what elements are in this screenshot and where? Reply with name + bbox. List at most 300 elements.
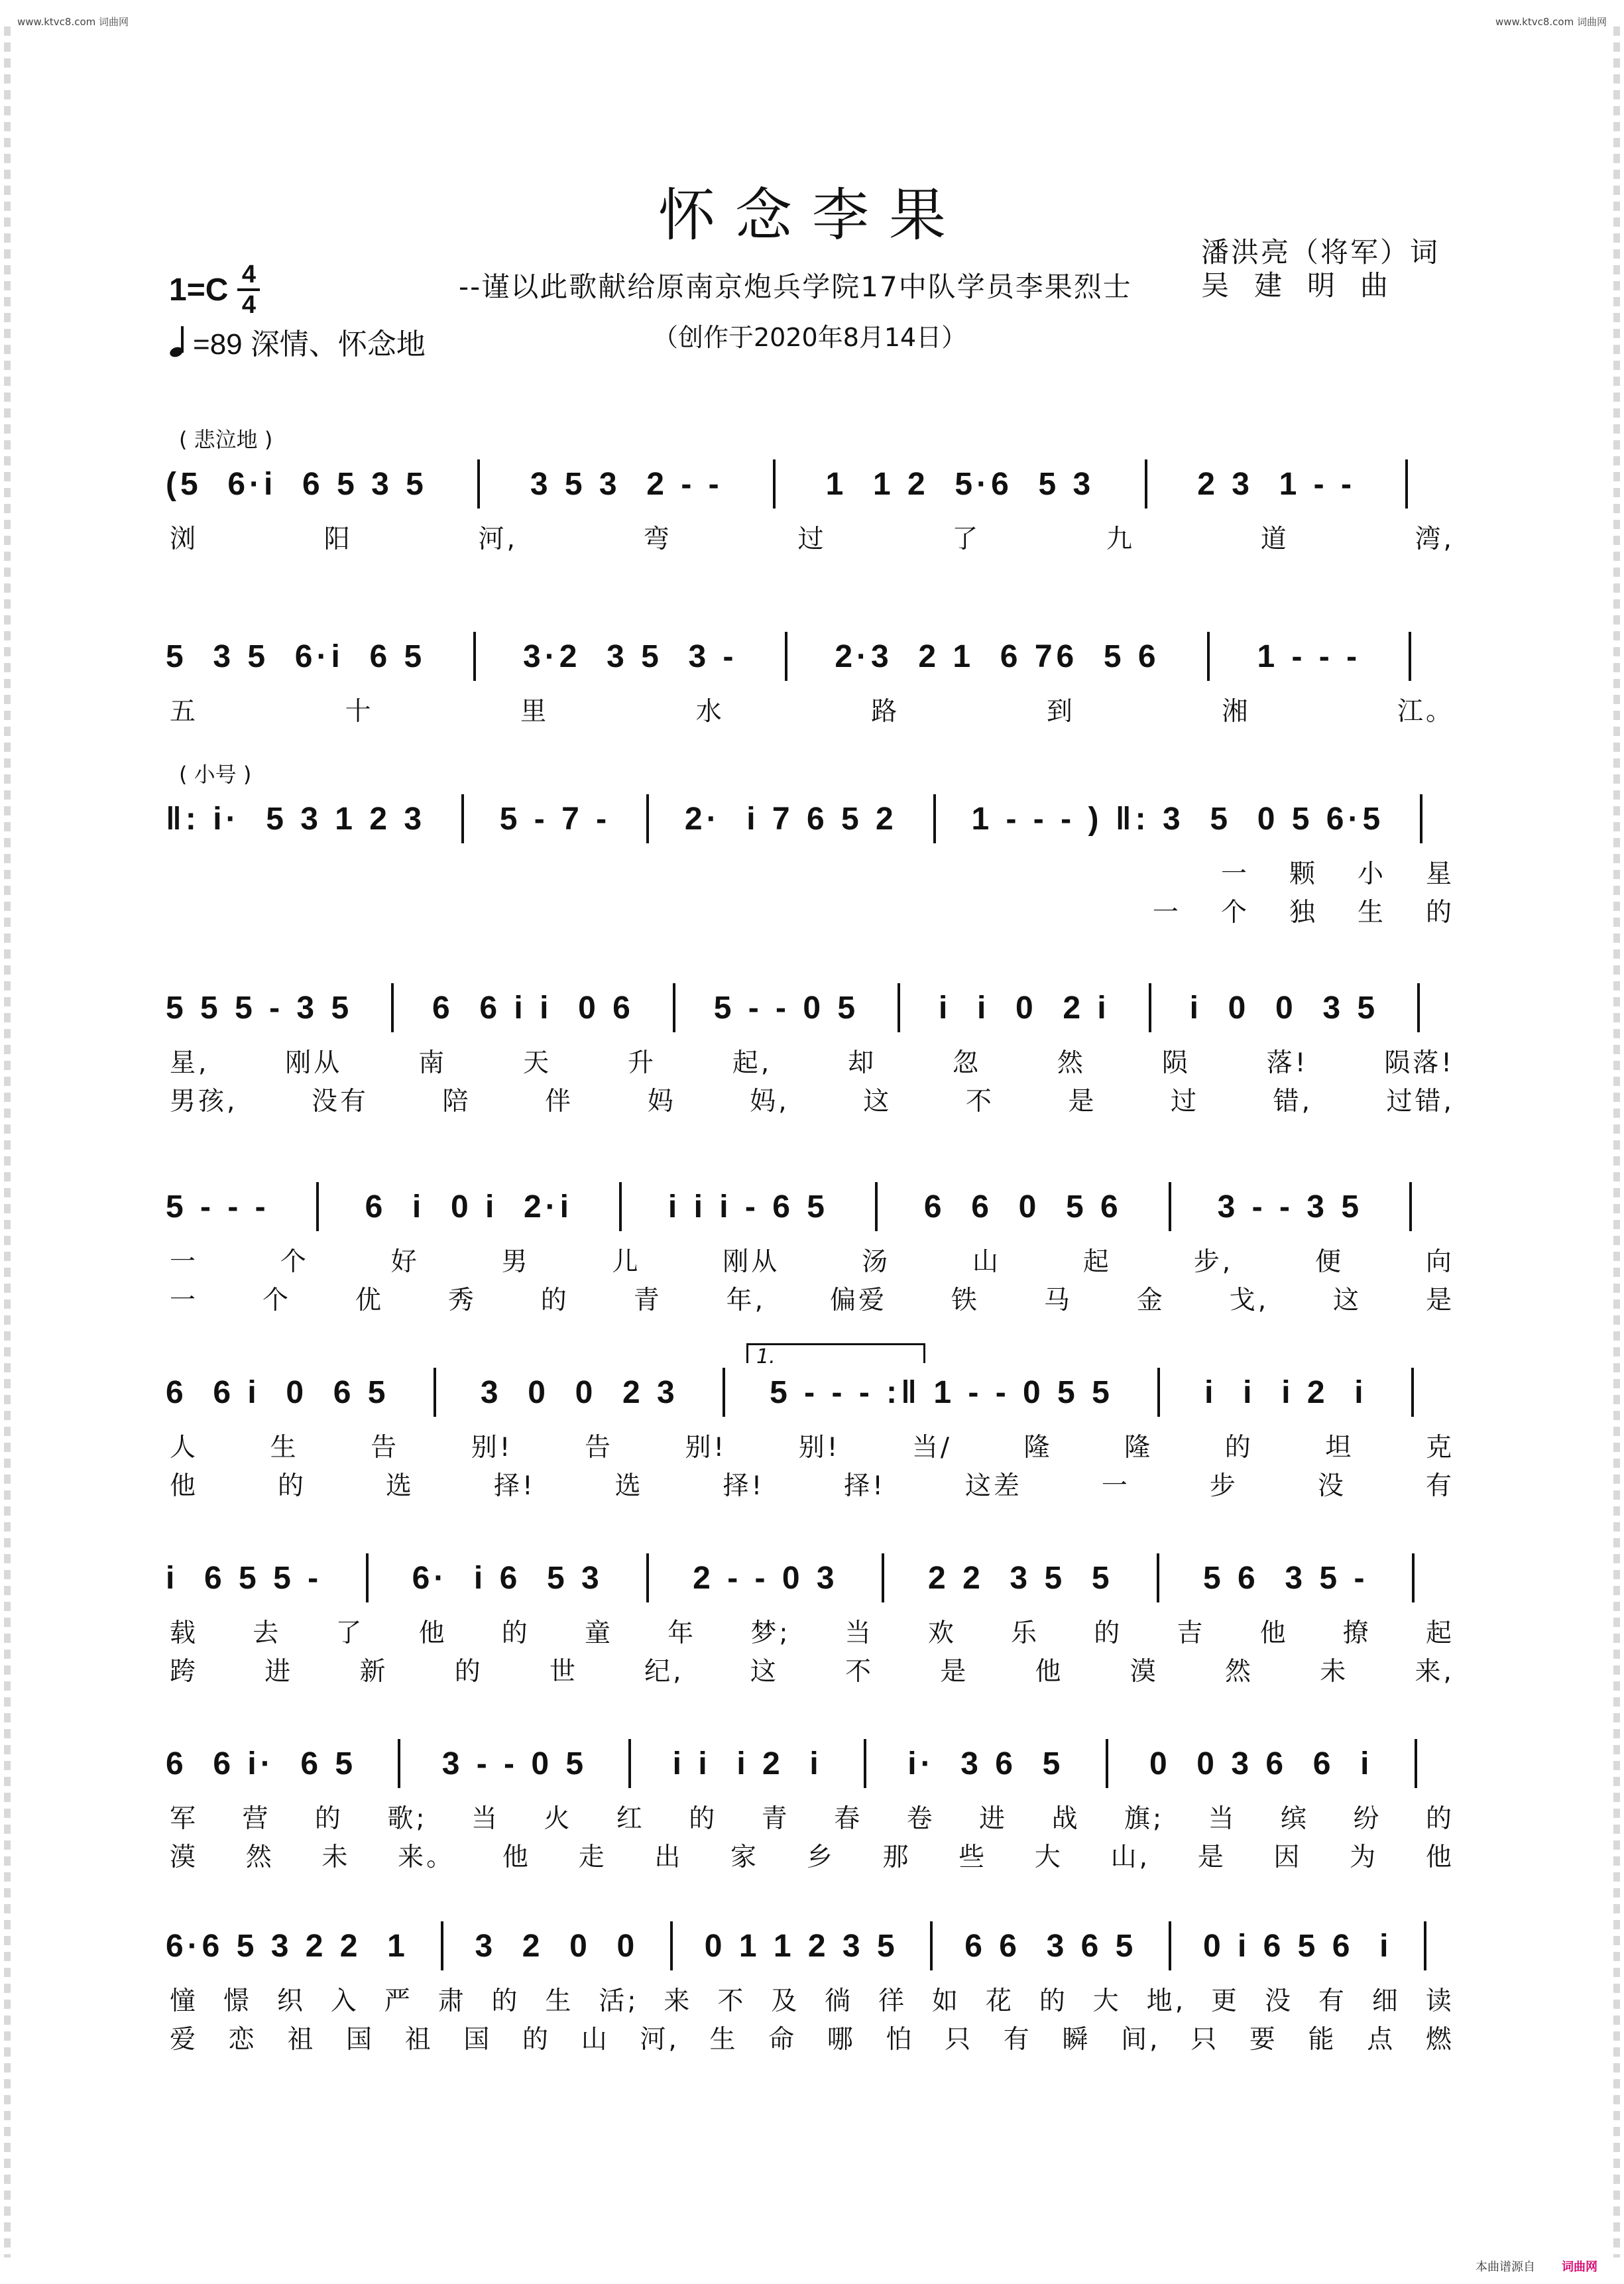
bar-line [1420, 794, 1422, 843]
lyric-syllable: 青 [633, 1286, 662, 1315]
lyric-syllable: 那 [882, 1842, 911, 1872]
bar-line [882, 1553, 884, 1602]
lyric-syllable: 一 [1220, 859, 1249, 889]
measure: 2·3 2 1 6 76 5 6 [835, 638, 1160, 674]
lyric-line-2 [166, 1465, 1458, 1502]
time-top: 4 [241, 261, 256, 288]
bar-line [1207, 632, 1210, 681]
lyric-syllable: 细 [1371, 1986, 1401, 2016]
score-system [166, 636, 1458, 796]
measure: 5 6 3 5 - [1203, 1560, 1369, 1596]
lyric-syllable: 了 [952, 524, 981, 554]
lyric-syllable: 道 [1260, 524, 1289, 554]
lyric-syllable: 一 [170, 1286, 199, 1315]
lyric-syllable: 火 [544, 1804, 573, 1834]
lyric-syllable: 落! [1266, 1048, 1308, 1078]
lyric-syllable: 不 [845, 1657, 874, 1687]
measure: 5 - - - :‖ 1 - - 0 5 5 [770, 1374, 1114, 1410]
lyric-syllable: 命 [768, 2025, 797, 2055]
lyric-syllable: 进 [264, 1657, 294, 1687]
lyric-syllable: 的 [491, 1986, 520, 2016]
lyric-syllable: 他 [1259, 1618, 1289, 1648]
lyric-syllable: 然 [245, 1842, 274, 1872]
lyric-syllable: 旗; [1124, 1804, 1165, 1834]
lyric-syllable: 大 [1092, 1986, 1122, 2016]
lyric-syllable: 卷 [906, 1804, 935, 1834]
lyric-syllable: 读 [1425, 1986, 1454, 2016]
lyric-syllable: 徉 [878, 1986, 907, 2016]
bar-line [1157, 1368, 1160, 1417]
key-signature [169, 262, 260, 318]
lyric-syllable: 起 [1425, 1618, 1454, 1648]
lyric-syllable: 秀 [447, 1286, 477, 1315]
lyric-syllable: 些 [958, 1842, 988, 1872]
lyric-syllable: 有 [1318, 1986, 1347, 2016]
lyric-syllable: 人 [170, 1433, 199, 1463]
bar-line [930, 1921, 933, 1970]
lyric-syllable: 里 [520, 697, 550, 727]
measure: 2 - - 0 3 [693, 1560, 839, 1596]
bar-line [875, 1182, 878, 1231]
lyric-syllable: 憧 [170, 1986, 199, 2016]
lyric-syllable: 恋 [228, 2025, 257, 2055]
lyric-syllable: 的 [314, 1804, 343, 1834]
lyric-line-2 [166, 892, 1458, 929]
lyric-syllable: 哪 [827, 2025, 856, 2055]
lyric-syllable: 步, [1193, 1247, 1234, 1277]
measure: 1 1 2 5·6 5 3 [825, 466, 1095, 502]
lyric-syllable: 年 [667, 1618, 697, 1648]
lyric-syllable: 年, [726, 1286, 766, 1315]
lyric-syllable: 乐 [1011, 1618, 1040, 1648]
lyric-syllable: 能 [1308, 2025, 1337, 2055]
notation-line [166, 636, 1458, 676]
lyric-syllable: 江。 [1397, 697, 1454, 727]
measure: 0 0 3 6 6 i [1149, 1746, 1373, 1781]
measure: 3 5 3 2 - - [530, 466, 723, 502]
bar-line [773, 459, 776, 509]
bar-line [366, 1553, 369, 1602]
bar-line [1145, 459, 1147, 509]
lyric-syllable: 星 [1425, 859, 1454, 889]
lyric-syllable: 个 [262, 1286, 291, 1315]
quarter-note-icon [169, 325, 188, 358]
lyric-syllable: 的 [522, 2025, 551, 2055]
measure: 0 1 1 2 3 5 [704, 1928, 899, 1964]
lyric-syllable: 然 [1057, 1048, 1086, 1078]
watermark-right: www.ktvc8.com 词曲网 [1495, 16, 1607, 28]
lyric-syllable: 是 [940, 1657, 969, 1687]
lyric-syllable: 金 [1136, 1286, 1165, 1315]
key-label: 1=C [169, 272, 229, 308]
lyric-syllable: 妈, [750, 1087, 789, 1116]
lyric-syllable: 男孩, [170, 1087, 238, 1116]
lyric-syllable: 九 [1106, 524, 1135, 554]
bar-line [628, 1739, 631, 1788]
lyric-syllable: 国 [463, 2025, 493, 2055]
lyric-syllable: 妈 [647, 1087, 676, 1116]
lyric-syllable: 吉 [1177, 1618, 1206, 1648]
lyric-syllable: 个 [280, 1247, 309, 1277]
bar-line [473, 632, 476, 681]
lyric-syllable: 汤 [862, 1247, 891, 1277]
lyric-syllable: 湘 [1222, 697, 1251, 727]
measure: 5 3 5 6·i 6 5 [166, 638, 426, 674]
lyric-syllable: 伴 [545, 1087, 574, 1116]
lyric-syllable: 独 [1289, 898, 1318, 928]
footer [1476, 2257, 1597, 2275]
lyric-syllable: 跨 [170, 1657, 199, 1687]
lyric-syllable: 偏爱 [829, 1286, 887, 1315]
bar-line [441, 1921, 443, 1970]
measure: 0 i 6 5 6 i [1202, 1928, 1393, 1964]
measure: 6· i 6 5 3 [412, 1560, 603, 1596]
lyric-line-1 [166, 1042, 1458, 1079]
measure: 3 0 0 2 3 [480, 1374, 679, 1410]
lyric-syllable: 这 [1333, 1286, 1362, 1315]
tempo-text: =89 深情、怀念地 [193, 328, 426, 361]
lyric-syllable: 水 [695, 697, 725, 727]
lyric-syllable: 他 [170, 1471, 199, 1501]
score-system [166, 1744, 1458, 1903]
lyric-syllable: 一 [1101, 1471, 1130, 1501]
lyric-syllable: 乡 [806, 1842, 835, 1872]
notation-line [166, 1558, 1458, 1598]
measure: 5 - 7 - [499, 801, 611, 837]
score-system [166, 427, 1458, 623]
measure: i i 0 2 i [938, 990, 1110, 1026]
lyric-syllable: 进 [979, 1804, 1008, 1834]
lyric-syllable: 当 [844, 1618, 874, 1648]
lyric-syllable: 出 [654, 1842, 683, 1872]
bar-line [673, 983, 675, 1032]
lyric-line-1 [166, 1980, 1458, 2017]
score-system [166, 1926, 1458, 2085]
bar-line [1411, 1368, 1414, 1417]
notation-line [166, 1372, 1458, 1412]
lyric-syllable: 选 [614, 1471, 644, 1501]
lyric-syllable: 南 [418, 1048, 447, 1078]
footer-brand: 词曲网 [1562, 2260, 1597, 2274]
measure: 6 6 i· 6 5 [166, 1746, 357, 1781]
lyric-syllable: 刚从 [723, 1247, 780, 1277]
lyric-syllable: 更 [1211, 1986, 1240, 2016]
bar-line [461, 794, 464, 843]
lyric-syllable: 未 [1320, 1657, 1349, 1687]
lyric-syllable: 要 [1249, 2025, 1278, 2055]
lyric-syllable: 过错, [1386, 1087, 1454, 1116]
lyric-syllable: 这 [863, 1087, 892, 1116]
lyric-syllable: 没 [1317, 1471, 1346, 1501]
notation-line [166, 1187, 1458, 1227]
lyric-syllable: 大 [1034, 1842, 1063, 1872]
lyric-syllable: 载 [170, 1618, 199, 1648]
lyric-syllable: 因 [1273, 1842, 1303, 1872]
lyric-syllable: 选 [386, 1471, 415, 1501]
lyric-syllable: 择! [494, 1471, 536, 1501]
lyric-syllable: 祖 [404, 2025, 434, 2055]
notation-line [166, 1744, 1458, 1783]
measure: 6 6 3 6 5 [964, 1928, 1137, 1964]
lyric-line-1 [166, 1241, 1458, 1278]
lyric-syllable: 走 [578, 1842, 607, 1872]
lyric-syllable: 过 [1170, 1087, 1199, 1116]
lyric-syllable: 择! [723, 1471, 765, 1501]
lyric-syllable: 河, [478, 524, 518, 554]
lyric-line-2 [166, 2019, 1458, 2056]
lyric-syllable: 来, [1415, 1657, 1454, 1687]
lyric-syllable: 及 [771, 1986, 800, 2016]
score-system [166, 762, 1458, 958]
lyric-syllable: 当 [471, 1804, 500, 1834]
lyric-syllable: 生 [1357, 898, 1386, 928]
lyric-syllable: 别! [798, 1433, 841, 1463]
lyric-syllable: 陪 [442, 1087, 471, 1116]
lyric-syllable: 欢 [927, 1618, 957, 1648]
lyric-syllable: 怕 [886, 2025, 915, 2055]
lyric-syllable: 生 [709, 2025, 738, 2055]
bar-line [646, 794, 649, 843]
lyric-line-2 [166, 1081, 1458, 1118]
measure: ‖: i· 5 3 1 2 3 [166, 801, 426, 837]
lyric-syllable: 升 [627, 1048, 656, 1078]
lyric-line-1 [166, 1427, 1458, 1464]
lyric-syllable: 他 [502, 1842, 531, 1872]
measure: i· 3 6 5 [907, 1746, 1065, 1781]
measure: i 0 0 3 5 [1189, 990, 1379, 1026]
lyric-syllable: 不 [965, 1087, 994, 1116]
lyric-syllable: 地, [1146, 1986, 1187, 2016]
bar-line [434, 1368, 436, 1417]
bar-line [391, 983, 394, 1032]
measure: 6 6 i i 0 6 [432, 990, 634, 1026]
lyric-syllable: 有 [1425, 1471, 1454, 1501]
lyric-syllable: 是 [1425, 1286, 1454, 1315]
lyric-syllable: 起 [1082, 1247, 1112, 1277]
lyric-line-2 [166, 1280, 1458, 1317]
lyric-syllable: 的 [1425, 898, 1454, 928]
lyric-syllable: 如 [932, 1986, 961, 2016]
measure: 5 5 5 - 3 5 [166, 990, 353, 1026]
measure: 3 - - 3 5 [1217, 1189, 1363, 1225]
lyric-syllable: 生 [545, 1986, 574, 2016]
measure: i i i - 6 5 [667, 1189, 829, 1225]
lyric-syllable: 颗 [1289, 859, 1318, 889]
bar-line [619, 1182, 622, 1231]
lyric-syllable: 徜 [825, 1986, 854, 2016]
lyric-syllable: 来 [664, 1986, 693, 2016]
notation-line [166, 988, 1458, 1028]
lyric-syllable: 漠 [170, 1842, 199, 1872]
lyric-syllable: 不 [717, 1986, 746, 2016]
lyric-syllable: 春 [834, 1804, 863, 1834]
score-system [166, 1187, 1458, 1346]
bar-line [785, 632, 787, 681]
lyric-syllable: 当 [1208, 1804, 1237, 1834]
lyric-syllable: 天 [523, 1048, 552, 1078]
lyric-syllable: 梦; [750, 1618, 791, 1648]
measure: i i i 2 i [1204, 1374, 1367, 1410]
lyric-syllable: 未 [321, 1842, 351, 1872]
dedication: --谨以此歌献给原南京炮兵学院17中队学员李果烈士 [459, 270, 1132, 303]
bar-line [1424, 1921, 1426, 1970]
lyric-syllable: 缤 [1281, 1804, 1310, 1834]
lyric-syllable: 刚从 [285, 1048, 343, 1078]
lyric-syllable: 歌; [387, 1804, 428, 1834]
lyric-syllable: 瞬 [1062, 2025, 1091, 2055]
bar-line [723, 1368, 725, 1417]
lyric-syllable: 这差 [964, 1471, 1022, 1501]
lyric-syllable: 告 [584, 1433, 613, 1463]
lyric-syllable: 点 [1367, 2025, 1396, 2055]
lyric-syllable: 山 [972, 1247, 1002, 1277]
lyric-syllable: 憬 [223, 1986, 252, 2016]
lyric-syllable: 星, [170, 1048, 209, 1078]
lyric-syllable: 有 [1003, 2025, 1032, 2055]
lyric-syllable: 过 [797, 524, 827, 554]
lyric-syllable: 军 [170, 1804, 199, 1834]
lyric-syllable: 营 [242, 1804, 271, 1834]
measure: 1 - - - ) ‖: 3 5 0 5 6·5 [971, 801, 1385, 837]
lyric-syllable: 择! [844, 1471, 886, 1501]
lyric-syllable: 的 [540, 1286, 569, 1315]
lyric-syllable: 花 [985, 1986, 1014, 2016]
bar-line [1409, 632, 1411, 681]
measure: 6 i 0 i 2·i [365, 1189, 573, 1225]
lyric-syllable: 了 [335, 1618, 365, 1648]
lyric-syllable: 严 [384, 1986, 413, 2016]
lyric-syllable: 的 [1094, 1618, 1123, 1648]
tempo-marking [169, 320, 426, 363]
lyric-syllable: 五 [170, 697, 199, 727]
bar-line [1415, 1739, 1417, 1788]
measure: 2 3 1 - - [1197, 466, 1356, 502]
measure: 6·6 5 3 2 2 1 [166, 1928, 409, 1964]
lyric-syllable: 却 [848, 1048, 877, 1078]
lyric-syllable: 儿 [612, 1247, 641, 1277]
measure: 3 - - 0 5 [441, 1746, 588, 1781]
lyric-syllable: 是 [1197, 1842, 1226, 1872]
measure: 2 2 3 5 5 [928, 1560, 1114, 1596]
lyric-syllable: 间, [1121, 2025, 1161, 2055]
measure: 6 6 i 0 6 5 [166, 1374, 390, 1410]
lyric-syllable: 活; [599, 1986, 639, 2016]
bar-line [864, 1739, 866, 1788]
bar-line [1405, 459, 1408, 509]
lyric-syllable: 青 [761, 1804, 790, 1834]
notation-line [166, 464, 1458, 504]
lyric-syllable: 路 [871, 697, 900, 727]
composer-credit: 吴建明曲 [1201, 269, 1414, 302]
lyricist-credit: 潘洪亮（将军）词 [1201, 236, 1440, 269]
lyric-syllable: 山 [581, 2025, 610, 2055]
notation-line [166, 1926, 1458, 1966]
bar-line [316, 1182, 319, 1231]
lyric-syllable: 隆 [1023, 1433, 1053, 1463]
lyric-syllable: 纷 [1353, 1804, 1382, 1834]
lyric-syllable: 向 [1425, 1247, 1454, 1277]
lyric-syllable: 新 [359, 1657, 388, 1687]
lyric-syllable: 隆 [1124, 1433, 1153, 1463]
lyric-syllable: 的 [1425, 1804, 1454, 1834]
creation-date: （创作于2020年8月14日） [653, 323, 967, 352]
lyric-syllable: 的 [501, 1618, 530, 1648]
lyric-syllable: 国 [346, 2025, 375, 2055]
lyric-syllable: 世 [549, 1657, 578, 1687]
lyric-syllable: 陨 [1161, 1048, 1190, 1078]
lyric-line-1 [166, 853, 1458, 890]
measure: 2· i 7 6 5 2 [684, 801, 898, 837]
lyric-syllable: 到 [1046, 697, 1075, 727]
lyric-syllable: 入 [330, 1986, 359, 2016]
lyric-syllable: 的 [1039, 1986, 1068, 2016]
lyric-syllable: 没有 [311, 1087, 369, 1116]
lyric-syllable: 戈, [1229, 1286, 1269, 1315]
lyric-line-2 [166, 1651, 1458, 1688]
score-system [166, 1558, 1458, 1717]
expression-mark: ( 悲泣地 ) [179, 427, 273, 452]
lyric-line-1 [166, 691, 1458, 728]
lyric-syllable: 告 [371, 1433, 400, 1463]
lyric-syllable: 一 [170, 1247, 199, 1277]
time-signature [237, 262, 260, 318]
bar-line [670, 1921, 673, 1970]
lyric-syllable: 一 [1152, 898, 1181, 928]
lyric-line-1 [166, 518, 1458, 556]
measure: i 6 5 5 - [166, 1560, 323, 1596]
lyric-syllable: 红 [616, 1804, 645, 1834]
lyric-syllable: 步 [1209, 1471, 1238, 1501]
lyric-syllable: 优 [355, 1286, 384, 1315]
lyric-syllable: 他 [1035, 1657, 1064, 1687]
lyric-syllable: 来。 [398, 1842, 455, 1872]
lyric-syllable: 爱 [170, 2025, 199, 2055]
notation-line [166, 799, 1458, 839]
lyric-syllable: 只 [1190, 2025, 1220, 2055]
bar-line [1106, 1739, 1108, 1788]
lyric-syllable: 的 [1224, 1433, 1253, 1463]
bar-line [1169, 1921, 1171, 1970]
lyric-line-2 [166, 1836, 1458, 1874]
bar-line [1417, 983, 1420, 1032]
song-title: 怀念李果 [658, 182, 966, 249]
right-border-strip [1613, 27, 1620, 2257]
volta-bracket: 1. [746, 1343, 925, 1363]
measure: 3·2 3 5 3 - [523, 638, 738, 674]
bar-line [898, 983, 900, 1032]
bar-line [398, 1739, 400, 1788]
lyric-syllable: 纪, [644, 1657, 684, 1687]
lyric-syllable: 去 [253, 1618, 282, 1648]
watermark-left: www.ktvc8.com 词曲网 [17, 16, 129, 28]
bar-line [1412, 1553, 1415, 1602]
measure: 6 6 0 5 6 [923, 1189, 1122, 1225]
lyric-syllable: 生 [270, 1433, 299, 1463]
bar-line [646, 1553, 649, 1602]
lyric-syllable: 便 [1314, 1247, 1344, 1277]
lyric-syllable: 坦 [1325, 1433, 1354, 1463]
lyric-syllable: 是 [1068, 1087, 1097, 1116]
lyric-syllable: 这 [750, 1657, 779, 1687]
lyric-syllable: 撩 [1342, 1618, 1371, 1648]
lyric-syllable: 好 [390, 1247, 420, 1277]
bar-line [1409, 1182, 1412, 1231]
lyric-syllable: 阳 [323, 524, 353, 554]
lyric-syllable: 只 [945, 2025, 974, 2055]
time-bottom: 4 [241, 291, 256, 319]
lyric-syllable: 为 [1350, 1842, 1379, 1872]
bar-line [1157, 1553, 1159, 1602]
